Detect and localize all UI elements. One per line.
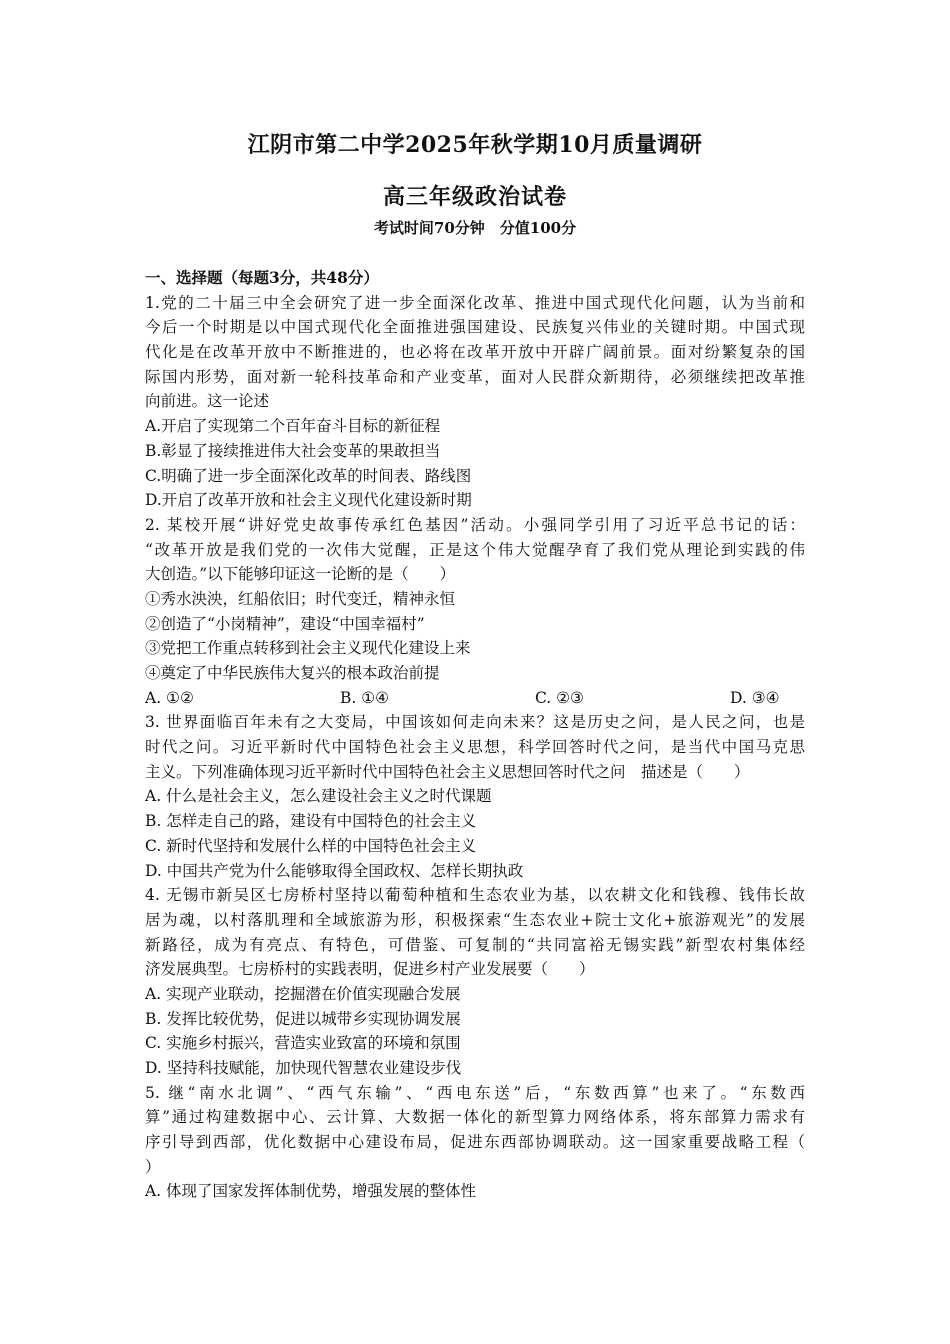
question-stem-line: 际国内形势，面对新一轮科技革命和产业变革，面对人民群众新期待，必须继续把改革推 — [145, 367, 805, 386]
question-4 — [145, 883, 805, 1081]
option-a: A.开启了实现第二个百年奋斗目标的新征程 — [145, 417, 441, 436]
question-stem-line: 3. 世界面临百年未有之大变局，中国该如何走向未来？这是历史之问，是人民之问，也是 — [145, 713, 805, 732]
question-stem-line: 济发展典型。七房桥村的实践表明，促进乡村产业发展要（ ） — [145, 960, 595, 979]
option-b: B.彰显了接续推进伟大社会变革的果敢担当 — [145, 441, 441, 460]
question-stem-line: 2. 某校开展“讲好党史故事传承红色基因”活动。小强同学引用了习近平总书记的话： — [145, 515, 805, 534]
option-a: A. ①② — [145, 688, 194, 707]
statement-4: ④奠定了中华民族伟大复兴的根本政治前提 — [145, 664, 440, 682]
option-b: B. ①④ — [340, 688, 390, 707]
exam-info: 考试时间70分钟 分值100分 — [373, 219, 577, 237]
question-stem-line: 大创造。”以下能够印证这一论断的是（ ） — [145, 565, 456, 584]
question-stem-line: ） — [145, 1157, 161, 1176]
question-2 — [145, 513, 805, 711]
option-c: C.明确了进一步全面深化改革的时间表、路线图 — [145, 466, 472, 485]
question-5 — [145, 1081, 805, 1204]
statement-1: ①秀水泱泱，红船依旧；时代变迁，精神永恒 — [145, 589, 456, 608]
question-1 — [145, 291, 805, 513]
option-a: A. 体现了国家发挥体制优势，增强发展的整体性 — [145, 1182, 477, 1201]
option-b: B. 怎样走自己的路，建设有中国特色的社会主义 — [145, 812, 477, 831]
option-d: D. 坚持科技赋能，加快现代智慧农业建设步伐 — [145, 1059, 462, 1077]
question-stem-line: 序引导到西部，优化数据中心建设布局，促进东西部协调联动。这一国家重要战略工程（ — [145, 1133, 805, 1152]
option-a: A. 实现产业联动，挖掘潜在价值实现融合发展 — [145, 984, 461, 1003]
question-3 — [145, 710, 805, 883]
statement-2: ②创造了“小岗精神”，建设“中国幸福村” — [145, 614, 425, 633]
question-stem-line: 向前进。这一论述 — [145, 392, 270, 411]
option-c: C. ②③ — [535, 688, 584, 707]
option-c: C. 实施乡村振兴，营造实业致富的环境和氛围 — [145, 1034, 461, 1053]
question-stem-line: 居为魂，以村落肌理和全域旅游为形，积极探索“生态农业+院士文化+旅游观光”的发展 — [145, 910, 805, 929]
question-stem-line: 新路径，成为有亮点、有特色，可借鉴、可复制的“共同富裕无锡实践”新型农村集体经 — [145, 935, 805, 954]
question-stem-line: 1.党的二十届三中全会研究了进一步全面深化改革、推进中国式现代化问题，认为当前和 — [145, 293, 805, 312]
question-stem-line: 主义。下列准确体现习近平新时代中国特色社会主义思想回答时代之问 描述是（ ） — [145, 762, 750, 781]
question-stem-line: 时代之问。习近平新时代中国特色社会主义思想，科学回答时代之问，是当代中国马克思 — [145, 738, 805, 757]
exam-body — [145, 266, 805, 1204]
question-stem-line: 今后一个时期是以中国式现代化全面推进强国建设、民族复兴伟业的关键时期。中国式现 — [145, 318, 805, 337]
question-stem-line: “改革开放是我们党的一次伟大觉醒，正是这个伟大觉醒孕育了我们党从理论到实践的伟 — [145, 540, 805, 559]
question-stem-line: 4. 无锡市新吴区七房桥村坚持以葡萄种植和生态农业为基，以农耕文化和钱穆、钱伟长故 — [145, 886, 805, 905]
option-d: D. ③④ — [730, 688, 780, 707]
option-d: D. 中国共产党为什么能够取得全国政权、怎样长期执政 — [145, 861, 524, 880]
exam-subtitle: 高三年级政治试卷 — [382, 184, 567, 210]
option-b: B. 发挥比较优势，促进以城带乡实现协调发展 — [145, 1009, 461, 1028]
option-d: D.开启了改革开放和社会主义现代化建设新时期 — [145, 491, 472, 510]
question-stem-line: 5. 继“南水北调”、“西气东输”、“西电东送”后，“东数西算”也来了。“东数西 — [145, 1083, 805, 1102]
option-row — [145, 686, 805, 711]
statement-3: ③党把工作重点转移到社会主义现代化建设上来 — [145, 639, 471, 658]
question-stem-line: 算”通过构建数据中心、云计算、大数据一体化的新型算力网络体系，将东部算力需求有 — [145, 1108, 805, 1127]
exam-title: 江阴市第二中学2025年秋学期10月质量调研 — [247, 132, 703, 158]
option-a: A. 什么是社会主义，怎么建设社会主义之时代课题 — [145, 787, 492, 806]
option-c: C. 新时代坚持和发展什么样的中国特色社会主义 — [145, 836, 477, 855]
question-stem-line: 代化是在改革开放中不断推进的，也必将在改革开放中开辟广阔前景。面对纷繁复杂的国 — [145, 343, 805, 362]
section-heading: 一、选择题（每题3分，共48分） — [145, 268, 379, 287]
